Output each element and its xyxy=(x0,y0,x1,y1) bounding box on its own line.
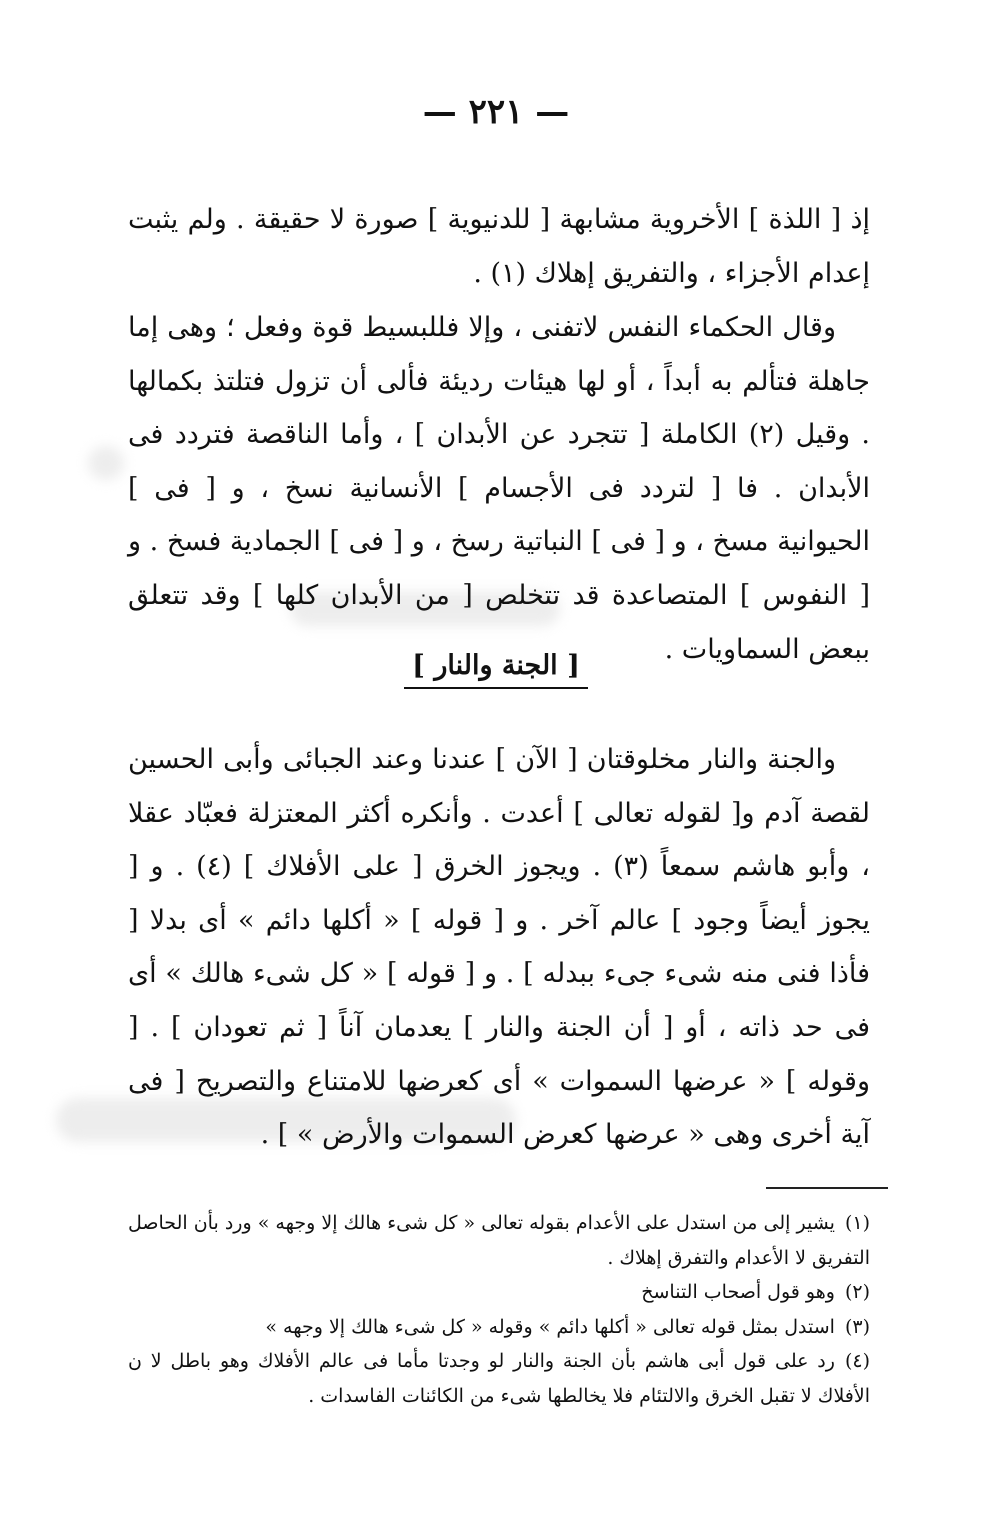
footnote-separator xyxy=(766,1187,888,1189)
footnote-number: (٢) xyxy=(844,1281,870,1303)
scan-smudge xyxy=(88,446,124,480)
footnote xyxy=(128,1310,870,1345)
footnote-number: (٤) xyxy=(844,1350,870,1372)
footnote-number: (٣) xyxy=(844,1315,870,1338)
section-heading-wrap xyxy=(0,648,992,689)
paragraph-text: إذ [ اللذة ] الأخروية مشابهة [ للدنيوية ] صورة لا حقيقة . ولم يثبت إعدام الأجزاء ، والتفريق إهلاك (١) . xyxy=(128,204,870,289)
paragraph-text: وقال الحكماء النفس لاتفنى ، وإلا فللبسيط قوة وفعل ؛ وهى إما جاهلة فتألم به أبداً ، أو لها هيئات رديئة فألى أن تزول فتلتذ بكمالها . وقيل (٢) الكاملة [ تتجرد عن الأبدان ] ، وأما الناقصة فتردد فى الأبدان . فا [ لتردد فى الأجسام ] الأنسانية نسخ ، و [ فى ] الحيوانية مسخ ، و [ فى ] النباتية رسخ ، و [ فى ] الجمادية فسخ . و [ النفوس ] المتصاعدة قد تتخلص [ من الأبدان كلها ] وقد تتعلق ببعض السماويات . xyxy=(128,312,870,665)
paragraph-text: والجنة والنار مخلوقتان [ الآن ] عندنا وعند الجبائى وأبى الحسين لقصة آدم و[ لقوله تعالى ] أعدت . وأنكره أكثر المعتزلة فعبّاد عقلا ، وأبو هاشم سمعاً (٣) . ويجوز الخرق [ على الأفلاك ] (٤) . و [ يجوز أيضاً وجود ] عالم آخر . و [ قوله ] « أكلها دائم » أى بدلا [ فأذا فنى منه شىء جىء ببدله ] . و [ قوله ] « كل شىء هالك » أى فى حد ذاته ، أو [ أن الجنة والنار ] يعدمان آناً [ ثم تعودان ] . [ وقوله ] « عرضها السموات » أى كعرضها للامتناع والتصريح [ فى آية أخرى وهى « عرضها كعرض السموات والأرض » ] . xyxy=(128,744,870,1151)
section-heading: [ الجنة والنار ] xyxy=(404,648,588,689)
footnotes xyxy=(128,1206,870,1413)
footnote-text: وهو قول أصحاب التناسخ xyxy=(641,1281,835,1303)
footnote xyxy=(128,1275,870,1310)
paragraph-3 xyxy=(128,706,870,1189)
footnote xyxy=(128,1206,870,1275)
footnote-text: رد على قول أبى هاشم بأن الجنة والنار لو وجدتا مأما فى عالم الأفلاك وهو باطل لا ن الأفلاك لا تقبل الخرق والالتئام فلا يخالطها شىء من الكائنات الفاسدات . xyxy=(128,1350,870,1407)
paragraph-2 xyxy=(128,274,870,703)
footnote xyxy=(128,1344,870,1413)
footnote-text: يشير إلى من استدل على الأعدام بقوله تعالى « كل شىء هالك إلا وجهه » ورد بأن الحاصل التفريق لا الأعدام والتفرق إهلاك . xyxy=(128,1212,870,1269)
page-number: — ٢٢١ — xyxy=(422,92,570,132)
footnote-number: (١) xyxy=(844,1212,870,1234)
footnote-text: استدل بمثل قوله تعالى « أكلها دائم » وقوله « كل شىء هالك إلا وجهه » xyxy=(265,1315,835,1338)
